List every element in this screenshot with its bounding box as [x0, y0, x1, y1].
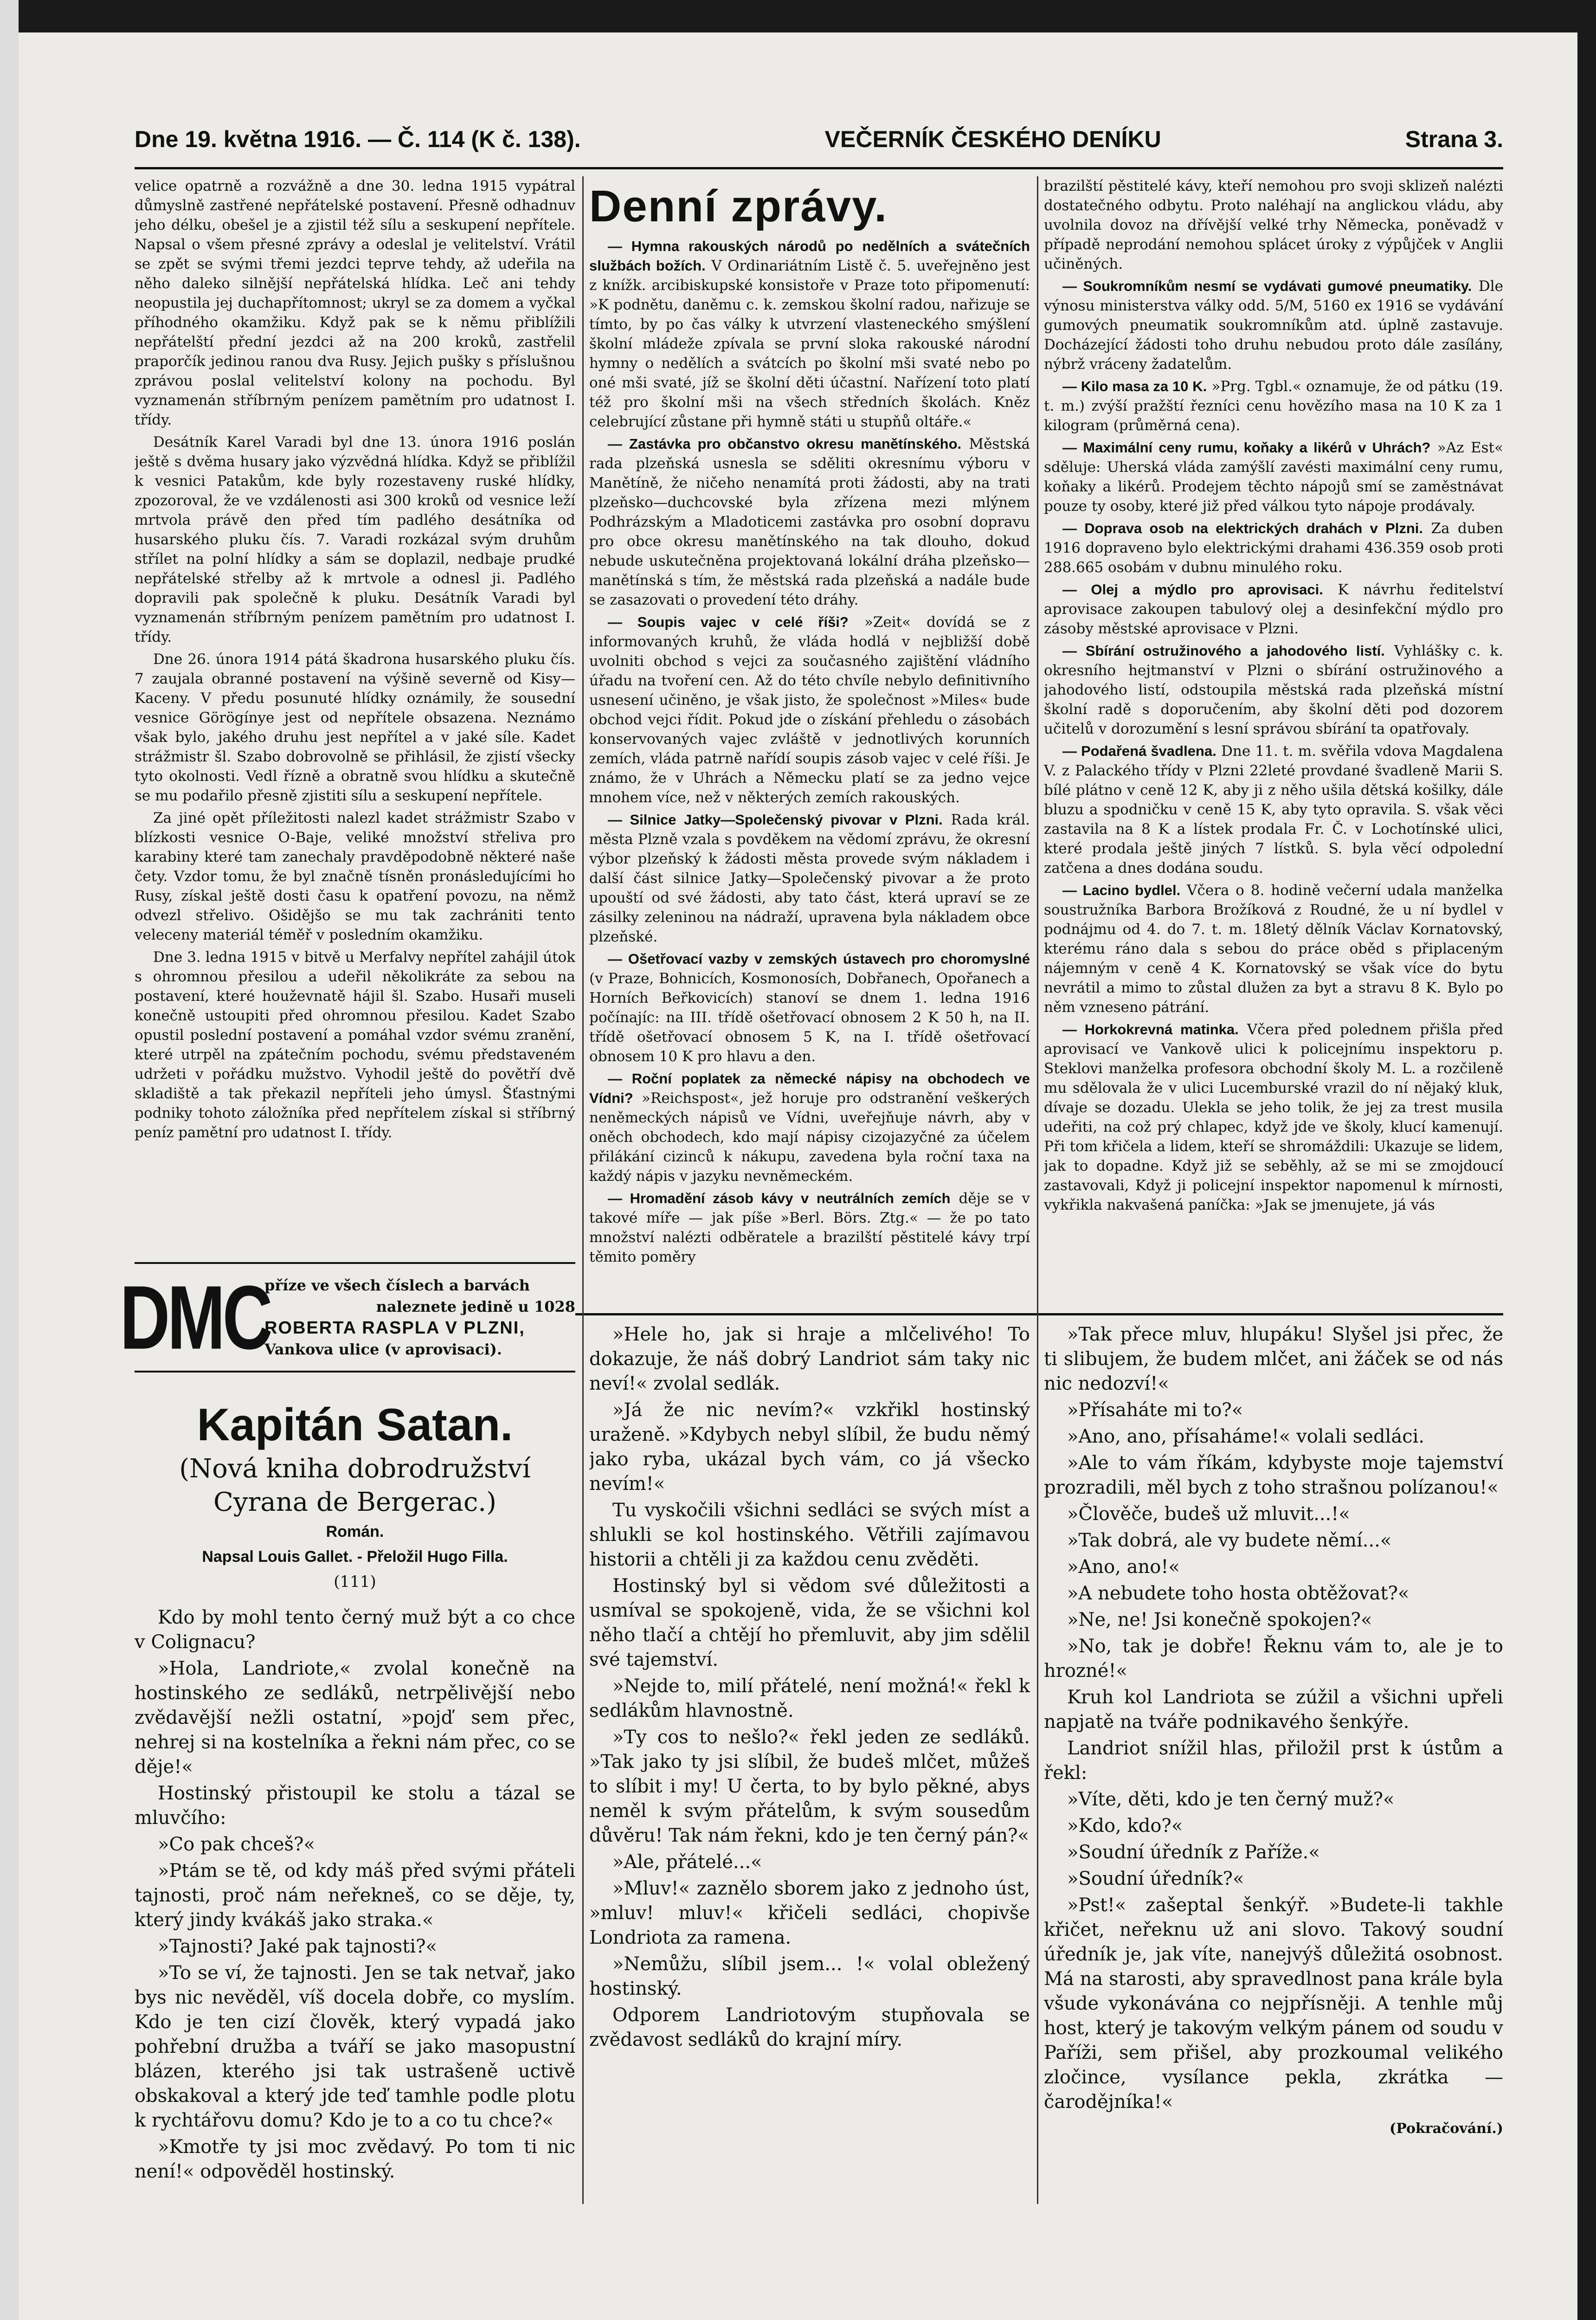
- novel-heading: [135, 1397, 575, 1594]
- news-headline: — Maximální ceny rumu, koňaky a likérů v Uhrách?: [1062, 439, 1431, 456]
- novel-paragraph: Tu vyskočili všichni sedláci se svých míst a shlukli se kol hostinského. Větřili zajímavou historii a chtěli ji za každou cenu zvěděti.: [589, 1500, 1030, 1570]
- news-body: děje se v takové míře — jak píše »Berl. Börs. Ztg.« — že po tato množství nalézti odběratele a brazilští pěstitelé kávy trpí těmito poměry: [589, 1190, 1030, 1265]
- news-item: [1044, 641, 1503, 739]
- ad-text: [255, 1275, 575, 1360]
- news-item: [1044, 1020, 1503, 1215]
- news-body: »Reichspost«, jež horuje pro odstranění veškerých neněmeckých nápisů ve Vídni, uveřejňuje návrh, aby v oněch obchodech, kdo mají nápisy cizojazyčné za účelem přilákání cizinců k nákupu, zavedena byla roční taxa na každý nápis v jazyku nevněmeckém.: [589, 1090, 1030, 1185]
- news-item: [589, 1069, 1030, 1186]
- news-headline: — Silnice Jatky—Společenský pivovar v Plzni.: [608, 812, 943, 828]
- novel-paragraph: »Tajnosti? Jaké pak tajnosti?«: [158, 1936, 438, 1957]
- news-headline: — Soupis vajec v celé říši?: [608, 614, 849, 630]
- news-body: »Prg. Tgbl.« oznamuje, že od pátku (19. t. m.) zvýší pražští řezníci cenu hovězího masa na 10 K za 1 kilogram (průměrná cena).: [1044, 378, 1503, 434]
- novel-paragraph: Hostinský přistoupil ke stolu a tázal se mluvčího:: [135, 1783, 575, 1829]
- ad-line: ROBERTA RASPLA V PLZNI,: [264, 1318, 525, 1338]
- news-item: [1044, 881, 1503, 1017]
- news-body: »Zeit« dovídá se z informovaných kruhů, že vláda hodlá v nejbližší době uvolniti obchod s vejci za současného zajištění vládního úřadu na tvoření cen. Až do této chvíle nebylo definitivního usnesení učiněno, je však jisto, že společnost »Miles« bude obchod vejci řídit. Pokud jde o získání přehledu o zásobách konservovaných vajec zvláště v jednotlivých korunních zemích, vláda patrně nařídí soupis zásob vajec v celé říši. Je známo, že v Uhrách a Německu platí se za jedno vejce mnohem více, než v některých zemích rakouských.: [589, 614, 1030, 806]
- novel-paragraph: »Člověče, budeš už mluvit...!«: [1067, 1503, 1350, 1525]
- newspaper-page: [19, 32, 1577, 2320]
- news-headline: — Olej a mýdlo pro aprovisaci.: [1062, 581, 1323, 598]
- novel-paragraph: »Ano, ano!«: [1067, 1556, 1180, 1578]
- news-item: [1044, 580, 1503, 638]
- novel-paragraph: »Soudní úředník z Paříže.«: [1067, 1842, 1320, 1863]
- novel-paragraph: »Ale, přátelé...«: [612, 1851, 762, 1873]
- novel-paragraph: »Hola, Landriote,« zvolal konečně na hostinského ze sedláků, netrpělivější nebo zvědavější nežli ostatní, »pojď sem přec, nehrej si na kostelníka a řekni nám přec, co se děje!«: [135, 1658, 575, 1778]
- news-item: [589, 1189, 1030, 1267]
- masthead: VEČERNÍK ČESKÉHO DENÍKU: [824, 126, 1161, 152]
- column-rule: [582, 176, 584, 2204]
- novel-paragraph: »Pst!« zašeptal šenkýř. »Budete-li takhle křičet, neřeknu už ani slovo. Takový soudní úředník je, jak víte, nanejvýš důležitá osobnost. Má na starosti, aby spravedlnost pana krále byla všude vykonávána co nejpřísněji. A tenhle můj host, který je takovým velkým pánem od soudu v Paříži, sem přišel, aby prozkoumal velikého zločince, vysílance pekla, zkrátka — čarodějníka!«: [1044, 1895, 1503, 2113]
- novel-column-2: [589, 1322, 1030, 2204]
- news-headline: — Soukromníkům nesmí se vydávati gumové pneumatiky.: [1062, 278, 1472, 294]
- news-body: V Ordinariátním Listě č. 5. uveřejněno jest z knížk. arcibiskupské konsistoře v Praze toto připomenutí: »K podnětu, daněmu c. k. zemskou školní radou, nařizuje se tímto, by po čas války k utvrzení vlasteneckého smýšlení školní mládeže zpívala se první sloka rakouské národní hymny o nedělích a svátcích po školní mši svaté nebo po oné mši svaté, jíž se školní děti účastní. Nařízení toto platí též pro školní mši na všech středních školách. Kněz celebrující zůstane při hymně státi u stupňů oltáře.«: [589, 258, 1030, 430]
- ad-line: Vankova ulice (v aprovisaci).: [264, 1340, 502, 1358]
- news-item: [1044, 741, 1503, 878]
- article-paragraph: Dne 26. února 1914 pátá škadrona husarského pluku čís. 7 zaujala obranné postavení na výšině severně od Kisy—Kaceny. V předu posunuté hlídky oznámily, že sousední vesnice Görögínye jest od nepřítele obsazena. Neznámo však bylo, jakého druhu jest nepřítel a v jaké síle. Kadet strážmistr šl. Szabo dobrovolně se přihlásil, že zjistí všecky tyto okolnosti. Vedl řízně a obratně svou hlídku a skutečně se mu podařilo přesně zjistiti sílu a seskupení nepřítele.: [135, 651, 575, 804]
- news-item: [1044, 377, 1503, 435]
- continued-note: (Pokračování.): [1390, 2120, 1503, 2137]
- article-paragraph: Dne 3. ledna 1915 v bitvě u Merfalvy nepřítel zahájil útok s ohromnou přesilou a udeřil několikráte za sebou na postavení, které houževnatě hájil šl. Szabo. Husaři museli konečně ustoupiti před ohromnou přesilou. Kadet Szabo opustil poslední postavení a pomáhal vzdor svému zranění, které utrpěl na zpátečním pochodu, svému představeném udržeti v pořádku mužstvo. Vyhodil ještě do povětří dvě skladiště a tak překazil nepříteli jeho úmysl. Šťastnými podniky tohoto záložníka před nepřítelem získal si stříbrný peníz pamětní pro udatnost I. třídy.: [135, 949, 575, 1141]
- news-body: Dne 11. t. m. svěřila vdova Magdalena V. z Palackého třídy v Plzni 22leté provdané švadleně Marii S. bílé plátno v ceně 12 K, aby ji z něho ušila dětská košilky, dále bluzu a spodničku v ceně 15 K, aby tyto opravila. S. však věci zastavila na 8 K a lístek prodala Fr. Č. v Lochotínské ulici, které prodala ještě jiných 7 lístků. S. byla věcí odpolední zatčena a dnes dodána soudu.: [1044, 743, 1503, 876]
- news-body: Rada král. města Plzně vzala s povděkem na vědomí zprávu, že okresní výbor plzeňský k žádosti města provede svým nákladem i další část silnice Jatky—Společenský pivovar a že proto upouští od své žádosti, aby tato část, která upraví se ze zásilky zeleninou na nádraží, upravena byla nákladem obce plzeňské.: [589, 812, 1030, 945]
- news-item: [1044, 176, 1503, 274]
- ad-line: naleznete jedině u 1028: [376, 1298, 575, 1315]
- novel-paragraph: Landriot snížil hlas, přiložil prst k ústům a řekl:: [1044, 1738, 1503, 1784]
- novel-paragraph: »Nejde to, milí přátelé, není možná!« řekl k sedlákům hlavnostně.: [589, 1676, 1030, 1721]
- news-body: Vyhlášky c. k. okresního hejtmanství v Plzni o sbírání ostružinového a jahodového listí, odstoupila městská rada plzeňská místní školní radě s doporučením, aby školní děti pod dozorem učitelů v dorozumění s lesní správou sbírání ta opatřovaly.: [1044, 643, 1503, 737]
- novel-paragraph: »Kmotře ty jsi moc zvědavý. Po tom ti nic není!« odpověděl hostinský.: [135, 2136, 575, 2182]
- novel-paragraph: »Tak dobrá, ale vy budete němí...«: [1067, 1530, 1392, 1551]
- novel-paragraph: »To se ví, že tajnosti. Jen se tak netvař, jako bys nic nevěděl, víš docela dobře, co myslím. Kdo je ten cizí člověk, který vypadá jako pohřební družba a tváří se jako masopustní blázen, kterého jsi tak ustrašeně uctivě obskakoval a který jde teď tamhle podle plotu k rychtářovu domu? Kdo je to a co tu chce?«: [135, 1962, 575, 2131]
- novel-paragraph: »Ale to vám říkám, kdybyste moje tajemství prozradili, měl bych z toho strašnou polízanou!«: [1044, 1452, 1503, 1498]
- novel-paragraph: »Víte, děti, kdo je ten černý muž?«: [1067, 1789, 1395, 1810]
- novel-paragraph: »Co pak chceš?«: [158, 1834, 315, 1855]
- news-headline: — Hromadění zásob kávy v neutrálních zemích: [608, 1190, 951, 1206]
- news-body: Včera o 8. hodině večerní udala manželka soustružníka Barbora Brožíková z Roudné, že u ní bydlel v podnájmu od 4. do 7. t. m. 18letý dělník Václav Kornatovský, kterému ráno dala s sebou do práce oběd s připlaceným nájemným v ceně 4 K. Kornatovský se však více do bytu nevrátil a mimo to zůstal dlužen za byt a stravu 8 K. Bylo po něm vzneseno pátrání.: [1044, 882, 1503, 1016]
- column-rule: [1037, 176, 1038, 2204]
- novel-subtitle: (Nová kniha dobrodružství Cyrana de Bergerac.): [179, 1454, 531, 1517]
- news-item: [589, 949, 1030, 1066]
- yarn-advertisement: [120, 1262, 575, 1373]
- news-headline: — Zastávka pro občanstvo okresu manětínského.: [608, 436, 962, 452]
- novel-paragraph: Hostinský byl si vědom své důležitosti a usmíval se spokojeně, vida, že se všichni kol něho tlačí a chtějí ho přemluvit, aby jim sdělil své tajemství.: [589, 1575, 1030, 1670]
- news-item: [1044, 277, 1503, 374]
- daily-news-column: [589, 176, 1030, 1308]
- novel-paragraph: »Tak přece mluv, hlupáku! Slyšel jsi přec, že ti slibujem, že budem mlčet, ani žáček se od nás nic nedozví!«: [1044, 1324, 1503, 1394]
- news-item: [589, 810, 1030, 947]
- novel-paragraph: Kruh kol Landriota se zúžil a všichni upřeli napjatě na tváře podnikavého šenkýře.: [1044, 1687, 1503, 1733]
- novel-author: Napsal Louis Gallet. - Přeložil Hugo Filla.: [202, 1548, 508, 1566]
- news-item: [589, 612, 1030, 807]
- novel-column-1: [135, 1605, 575, 2204]
- novel-paragraph: Odporem Landriotovým stupňovala se zvědavost sedláků do krajní míry.: [589, 2004, 1030, 2050]
- news-headline: — Ošetřovací vazby v zemských ústavech pro choromyslné: [608, 951, 1030, 967]
- novel-paragraph: »Ptám se tě, od kdy máš před svými přáteli tajnosti, proč nám neřekneš, co se děje, ty, který jindy kvákáš jako straka.«: [135, 1860, 575, 1931]
- novel-paragraph: »Ano, ano, přísaháme!« volali sedláci.: [1067, 1426, 1425, 1447]
- news-body: Městská rada plzeňská usnesla se sděliti okresnímu výboru v Manětíně, že ničeho nenamítá proti žádosti, aby na trati plzeňsko—duchcovské byla zřízena mezi mlýnem Podhrázským a Mladoticemi zastávka pro osobní dopravu pro obce okresu manětínského na tak dlouho, dokud nebude uskutečněna projektovaná lokální dráha plzeňsko—manětínská s tím, že městská rada plzeňská a nadále bude se zasazovati o provedení této dráhy.: [589, 436, 1030, 608]
- news-body: Dle výnosu ministerstva války odd. 5/M, 5160 ex 1916 se vydávání gumových pneumatik soukromníkům atd. úplně zastavuje. Docházející žádosti toho druhu nebudou proto dále zasílány, nýbrž vráceny žadatelům.: [1044, 278, 1503, 373]
- novel-chapter: (111): [334, 1572, 376, 1591]
- news-body: brazilští pěstitelé kávy, kteří nemohou pro svoji sklizeň nalézti dostatečného odbytu. Proto naléhají na anglickou vládu, aby uvolnila dovoz na dřívější velké trhy Německa, poněvadž v případě neprodání nemohou splácet úroky z výpůjček v Anglii učiněných.: [1044, 178, 1503, 272]
- novel-column-3: [1044, 1322, 1503, 2204]
- novel-paragraph: »Hele ho, jak si hraje a mlčelivého! To dokazuje, že náš dobrý Landriot sám taky nic neví!« zvolal sedlák.: [589, 1324, 1030, 1394]
- news-body: (v Praze, Bohnicích, Kosmonosích, Dobřanech, Opořanech a Horních Beřkovicích) stanoví se dnem 1. ledna 1916 počínajíc: na III. třídě ošetřovací obnosem 2 K 50 h, na II. třídě ošetřovací obnosem 5 K, na I. třídě ošetřovací obnosem 10 K pro hlavu a den.: [589, 970, 1030, 1065]
- news-item: [1044, 519, 1503, 577]
- novel-paragraph: »Ne, ne! Jsi konečně spokojen?«: [1067, 1609, 1372, 1630]
- news-body: Za duben 1916 dopraveno bylo elektrickými drahami 436.359 osob proti 288.665 osobám v dubnu minulého roku.: [1044, 520, 1503, 576]
- page-header: [135, 111, 1503, 169]
- article-paragraph: velice opatrně a rozvážně a dne 30. ledna 1915 vypátral důmyslně zastřené nepřátelské postavení. Přesně odhadnuv jeho délku, obešel je a zjistil též sílu a seskupení nepřítele. Napsal o všem přesné zprávy a odeslal je velitelství. Vrátil se zpět se svými třemi jezdci teprve tehdy, až udeřila na něho daleko silnější nepřátelská hlídka. Leč ani tehdy neopustila jej duchapřítomnost; ukryl se za domem a vyčkal příhodného okamžiku. Když pak se k němu přiblížili nepřátelští přední jezdci až na 200 kroků, zastřelil praporčík jedinou ranou dva Rusy. Jejich pušky s příslušnou zprávou poslal velitelství kolony na pochodu. Byl vyznamenán stříbrným penízem pamětním pro udatnost I. třídy.: [135, 178, 575, 428]
- novel-paragraph: »A nebudete toho hosta obtěžovat?«: [1067, 1583, 1409, 1604]
- section-title: Denní zprávy.: [589, 181, 888, 231]
- news-headline: — Podařená švadlena.: [1062, 743, 1216, 759]
- novel-paragraph: Kdo by mohl tento černý muž být a co chce v Colignacu?: [135, 1607, 575, 1653]
- article-paragraph: Za jiné opět příležitosti nalezl kadet strážmistr Szabo v blízkosti vesnice O-Baje, veliké množství střeliva pro karabiny které tam zanechaly pravděpodobně některé naše čety. Vzdor tomu, že byl značně tísněn pronásledujícími ho Rusy, získal ještě dosti času k opatření povozu, na němž odvezl střelivo. Ošidějšo se mu tak zachrániti tento veleceny materiál téměř v posledním okamžiku.: [135, 810, 575, 943]
- article-paragraph: Desátník Karel Varadi byl dne 13. února 1916 poslán ještě s dvěma husary jako výzvědná hlídka. Když se přiblížil k vesnici Patakům, kde byly rozestaveny ruské hlídky, zpozoroval, že ve vzdálenosti asi 300 kroků od vesnice leží mrtvola právě den před tím padlého desátníka od husarského pluku čís. 7. Varadi rozkázal svým druhům střílet na polní hlídky a sám se doplazil, nedbaje prudké nepřátelské střelby až k mrtvole a odnesl ji. Padlého dopravili pak společně k pluku. Desátník Varadi byl vyznamenán stříbrným penízem pamětním pro udatnost I. třídy.: [135, 434, 575, 645]
- novel-paragraph: »Já že nic nevím?« vzkřikl hostinský uraženě. »Kdybych nebyl slíbil, že budu němý jako ryba, ukázal bych vám, co já všecko nevím!«: [589, 1399, 1030, 1495]
- issue-date: Dne 19. května 1916. — Č. 114 (K č. 138).: [135, 126, 581, 152]
- war-report-column: [135, 176, 575, 1257]
- news-headline: — Roční poplatek za německé nápisy na obchodech ve Vídni?: [589, 1070, 1030, 1106]
- news-headline: — Lacino bydlel.: [1062, 882, 1181, 898]
- news-headline: — Hymna rakouských národů po nedělních a svátečních službách božích.: [589, 238, 1030, 274]
- news-item: [1044, 438, 1503, 516]
- news-body: Včera před polednem přišla před aprovisací ve Vankově ulici k policejnímu inspektoru p. Steklovi manželka profesora obchodní školy M. L. a rozčileně mu sdělovala že v ulici Lucemburské vrazil do ní nějaký kluk, dívaje se dozadu. Ulekla se jeho tolik, že jej za trest musila udeřiti, na což prý chlapec, když jde ve školy, klucí kamenují. Při tom křičela a lidem, kteří se shromáždili: Ukazuje se lidem, jak to dopadne. Když již se seběhly, až se mi se zmojdoucí zastavovali, Když ji policejní inspektor napomenul k mírnosti, vykřikla nakvašená paníčka: »Jak se jmenujete, já vás: [1044, 1021, 1503, 1213]
- daily-news-column-continued: [1044, 176, 1503, 1308]
- novel-paragraph: »Soudní úředník?«: [1067, 1868, 1244, 1889]
- novel-paragraph: »Nemůžu, slíbil jsem... !« volal obležený hostinský.: [589, 1953, 1030, 1999]
- novel-paragraph: »Ty cos to nešlo?« řekl jeden ze sedláků. »Tak jako ty jsi slíbil, že budeš mlčet, můžeš to slíbit i my! U čerta, to by bylo pěkné, abys neměl k svým přátelům, k svým sousedům důvěru! Tak nám řekni, kdo je ten černý pán?«: [589, 1727, 1030, 1846]
- novel-genre: Román.: [326, 1523, 384, 1540]
- news-item: [589, 434, 1030, 610]
- news-body: »Az Est« sděluje: Uherská vláda zamýšlí zavésti maximální ceny rumu, koňaky a likérů. Prodejem těchto nápojů smí se zaměstnávat pouze ty osoby, které již před válkou tyto nápoje prodávaly.: [1044, 439, 1503, 515]
- news-headline: — Horkokrevná matinka.: [1062, 1021, 1239, 1038]
- novel-paragraph: »Kdo, kdo?«: [1067, 1815, 1183, 1837]
- ad-line: příze ve všech číslech a barvách: [264, 1276, 530, 1294]
- news-headline: — Doprava osob na elektrických drahách v Plzni.: [1062, 520, 1423, 536]
- novel-title: Kapitán Satan.: [197, 1399, 513, 1450]
- page-number: Strana 3.: [1405, 126, 1503, 152]
- novel-paragraph: »Přísaháte mi to?«: [1067, 1399, 1243, 1421]
- adjacent-page-edge: [0, 0, 19, 2320]
- news-body: K návrhu ředitelství aprovisace zakoupen tabulový olej a desinfekční mýdlo pro zásoby městské aprovisace v Plzni.: [1044, 581, 1503, 637]
- news-headline: — Kilo masa za 10 K.: [1062, 378, 1207, 394]
- section-divider: [575, 1313, 1503, 1315]
- news-item: [589, 237, 1030, 432]
- novel-paragraph: »Mluv!« zaznělo sborem jako z jednoho úst, »mluv! mluv!« křičeli sedláci, chopivše Londriota za ramena.: [589, 1878, 1030, 1948]
- novel-paragraph: »No, tak je dobře! Řeknu vám to, ale je to hrozné!«: [1044, 1636, 1503, 1682]
- news-headline: — Sbírání ostružinového a jahodového listí.: [1062, 643, 1385, 659]
- dmc-logo: DMC: [120, 1266, 270, 1368]
